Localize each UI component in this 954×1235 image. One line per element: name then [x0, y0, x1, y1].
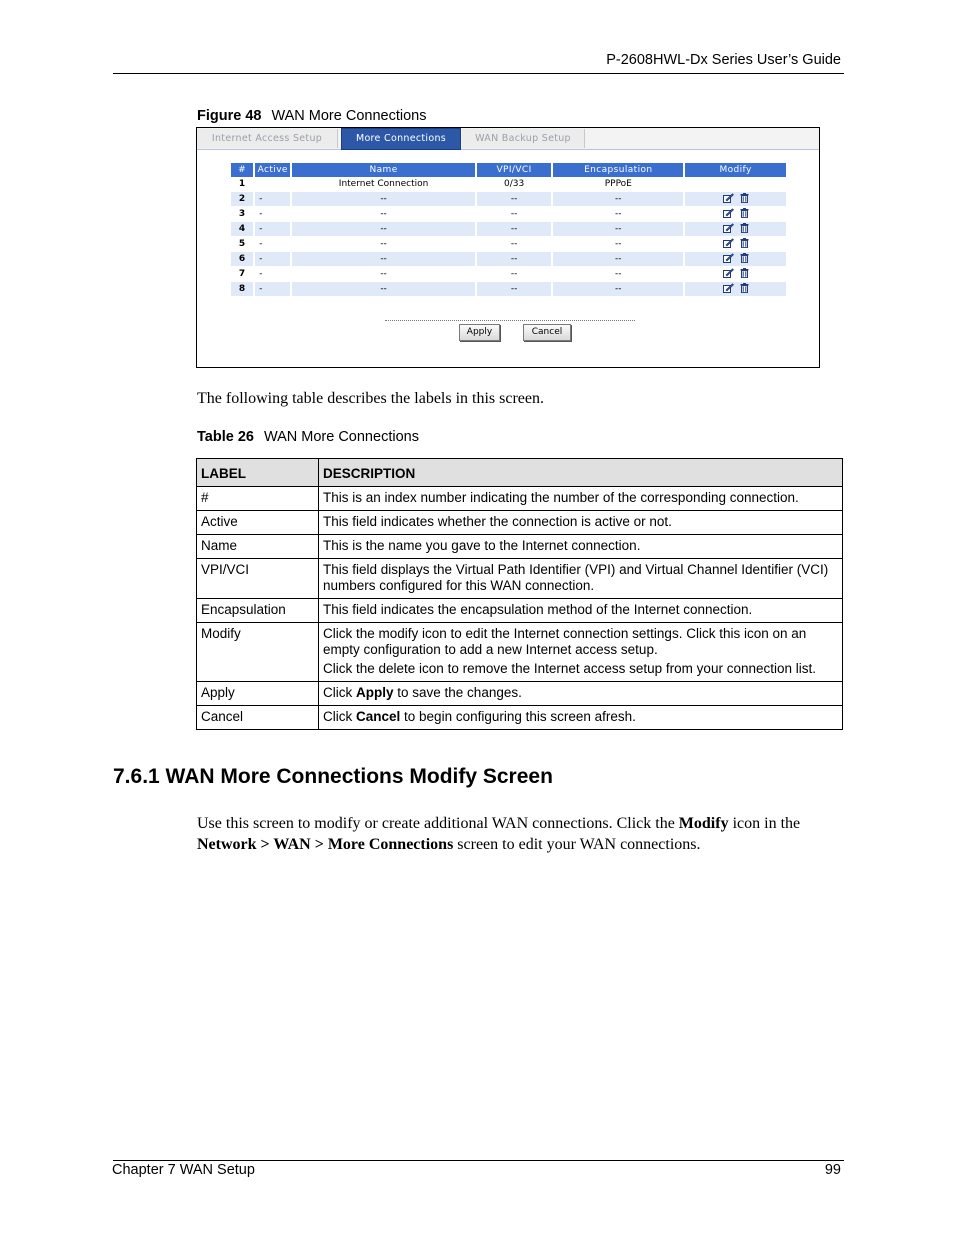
tab-bar: [197, 128, 819, 150]
row-name: --: [291, 222, 475, 237]
col-vpivci: VPI/VCI: [476, 163, 553, 177]
delete-icon[interactable]: [740, 283, 749, 296]
row-index: 6: [231, 252, 254, 267]
label-header: LABEL: [197, 459, 319, 487]
desc-text: to save the changes.: [393, 685, 522, 700]
row-index: 8: [231, 282, 254, 297]
edit-icon[interactable]: [723, 208, 734, 221]
row-active: -: [254, 267, 291, 282]
body-text: icon in the: [728, 815, 801, 832]
row-description: [319, 487, 843, 511]
apply-button[interactable]: Apply: [459, 324, 500, 341]
connection-row: [231, 252, 787, 267]
row-description: [319, 559, 843, 599]
description-row: [197, 706, 843, 730]
col-encapsulation: Encapsulation: [552, 163, 684, 177]
row-description: [319, 511, 843, 535]
row-index: 4: [231, 222, 254, 237]
row-label: VPI/VCI: [197, 559, 319, 599]
body-text: Use this screen to modify or create additional WAN connections. Click the: [197, 815, 679, 832]
desc-text: Click: [323, 685, 356, 700]
connection-row: [231, 207, 787, 222]
row-modify: [684, 282, 787, 297]
description-row: [197, 682, 843, 706]
row-label: Active: [197, 511, 319, 535]
row-name: --: [291, 192, 475, 207]
body-bold-path: Network > WAN > More Connections: [197, 836, 454, 853]
desc-text: This field indicates the encapsulation method of the Internet connection.: [323, 602, 753, 617]
delete-icon[interactable]: [740, 238, 749, 251]
edit-icon[interactable]: [723, 283, 734, 296]
description-row: [197, 623, 843, 682]
row-encapsulation: PPPoE: [552, 177, 684, 192]
row-encapsulation: --: [552, 237, 684, 252]
table-number: Table 26: [197, 429, 254, 445]
table-caption: [197, 429, 419, 445]
delete-icon[interactable]: [740, 223, 749, 236]
screenshot-frame: [196, 127, 820, 368]
row-vpivci: --: [476, 207, 553, 222]
row-vpivci: --: [476, 267, 553, 282]
connections-grid: [231, 163, 788, 297]
connection-row: [231, 222, 787, 237]
table-title: WAN More Connections: [263, 429, 419, 445]
desc-text: Click: [323, 709, 356, 724]
edit-icon[interactable]: [723, 253, 734, 266]
row-active: -: [254, 207, 291, 222]
row-index: 5: [231, 237, 254, 252]
col-active: Active: [254, 163, 291, 177]
row-modify: [684, 192, 787, 207]
figure-number: Figure 48: [197, 108, 262, 124]
connection-row: [231, 192, 787, 207]
tab-internet-access-setup[interactable]: Internet Access Setup: [197, 129, 338, 148]
body-bold-modify: Modify: [678, 815, 729, 832]
row-active: -: [254, 222, 291, 237]
row-vpivci: --: [476, 237, 553, 252]
row-name: --: [291, 282, 475, 297]
description-row: [197, 599, 843, 623]
desc-text: This is an index number indicating the number of the corresponding connection.: [323, 490, 799, 505]
row-name: --: [291, 252, 475, 267]
tab-wan-backup-setup[interactable]: WAN Backup Setup: [462, 129, 585, 148]
connection-row: [231, 237, 787, 252]
row-name: --: [291, 237, 475, 252]
row-label: Apply: [197, 682, 319, 706]
delete-icon[interactable]: [740, 253, 749, 266]
page-number: 99: [824, 1162, 841, 1178]
row-name: --: [291, 207, 475, 222]
desc-text: This field indicates whether the connection is active or not.: [323, 514, 672, 529]
guide-title: P-2608HWL-Dx Series User’s Guide: [606, 52, 841, 68]
col-modify: Modify: [684, 163, 787, 177]
delete-icon[interactable]: [740, 208, 749, 221]
description-row: [197, 559, 843, 599]
desc-bold: Apply: [356, 685, 394, 700]
row-description: [319, 706, 843, 730]
description-row: [197, 535, 843, 559]
row-modify: [684, 177, 787, 192]
row-description: [319, 599, 843, 623]
footer-rule: [113, 1160, 844, 1161]
row-modify: [684, 207, 787, 222]
row-vpivci: --: [476, 282, 553, 297]
row-index: 7: [231, 267, 254, 282]
row-name: Internet Connection: [291, 177, 475, 192]
row-encapsulation: --: [552, 207, 684, 222]
figure-title: WAN More Connections: [271, 108, 427, 124]
row-encapsulation: --: [552, 282, 684, 297]
row-vpivci: --: [476, 222, 553, 237]
row-active: -: [254, 192, 291, 207]
cancel-button[interactable]: Cancel: [523, 324, 571, 341]
row-active: -: [254, 237, 291, 252]
edit-icon[interactable]: [723, 193, 734, 206]
desc-bold: Cancel: [356, 709, 401, 724]
row-active: [254, 177, 291, 192]
col-name: Name: [291, 163, 475, 177]
row-modify: [684, 237, 787, 252]
row-modify: [684, 252, 787, 267]
desc-text: Click the delete icon to remove the Internet access setup from your connection list.: [323, 661, 816, 676]
row-index: 2: [231, 192, 254, 207]
footer-chapter: Chapter 7 WAN Setup: [112, 1162, 255, 1178]
figure-caption: [197, 108, 426, 124]
row-label: Name: [197, 535, 319, 559]
row-description: [319, 682, 843, 706]
row-vpivci: --: [476, 252, 553, 267]
desc-text: This is the name you gave to the Internet connection.: [323, 538, 641, 553]
row-label: Cancel: [197, 706, 319, 730]
separator-line: [385, 320, 635, 321]
description-header: DESCRIPTION: [319, 459, 843, 487]
row-vpivci: --: [476, 192, 553, 207]
desc-text: to begin configuring this screen afresh.: [400, 709, 636, 724]
row-vpivci: 0/33: [476, 177, 553, 192]
connection-row: [231, 282, 787, 297]
tab-more-connections[interactable]: More Connections: [341, 128, 461, 150]
row-description: [319, 535, 843, 559]
edit-icon[interactable]: [723, 223, 734, 236]
delete-icon[interactable]: [740, 268, 749, 281]
connection-row: [231, 177, 787, 192]
desc-text: This field displays the Virtual Path Identifier (VPI) and Virtual Channel Identifier (VCI) numbers configured for this WAN connection.: [323, 562, 829, 593]
row-label: Encapsulation: [197, 599, 319, 623]
row-encapsulation: --: [552, 192, 684, 207]
edit-icon[interactable]: [723, 238, 734, 251]
edit-icon[interactable]: [723, 268, 734, 281]
col-index: #: [231, 163, 254, 177]
row-active: -: [254, 252, 291, 267]
row-encapsulation: --: [552, 267, 684, 282]
row-active: -: [254, 282, 291, 297]
row-index: 1: [231, 177, 254, 192]
description-row: [197, 487, 843, 511]
description-table: [196, 458, 843, 730]
desc-text: Click the modify icon to edit the Internet connection settings. Click this icon on an empty configuration to add a new Internet access setup.: [323, 626, 807, 657]
row-label: #: [197, 487, 319, 511]
row-name: --: [291, 267, 475, 282]
row-encapsulation: --: [552, 252, 684, 267]
row-encapsulation: --: [552, 222, 684, 237]
row-index: 3: [231, 207, 254, 222]
row-modify: [684, 267, 787, 282]
delete-icon[interactable]: [740, 193, 749, 206]
row-label: Modify: [197, 623, 319, 682]
section-heading: 7.6.1 WAN More Connections Modify Screen: [113, 765, 553, 788]
row-description: [319, 623, 843, 682]
header-rule: [113, 73, 844, 74]
row-modify: [684, 222, 787, 237]
section-body: [197, 813, 847, 855]
connection-row: [231, 267, 787, 282]
body-text: screen to edit your WAN connections.: [453, 836, 701, 853]
intro-text: The following table describes the labels in this screen.: [197, 390, 545, 407]
description-row: [197, 511, 843, 535]
